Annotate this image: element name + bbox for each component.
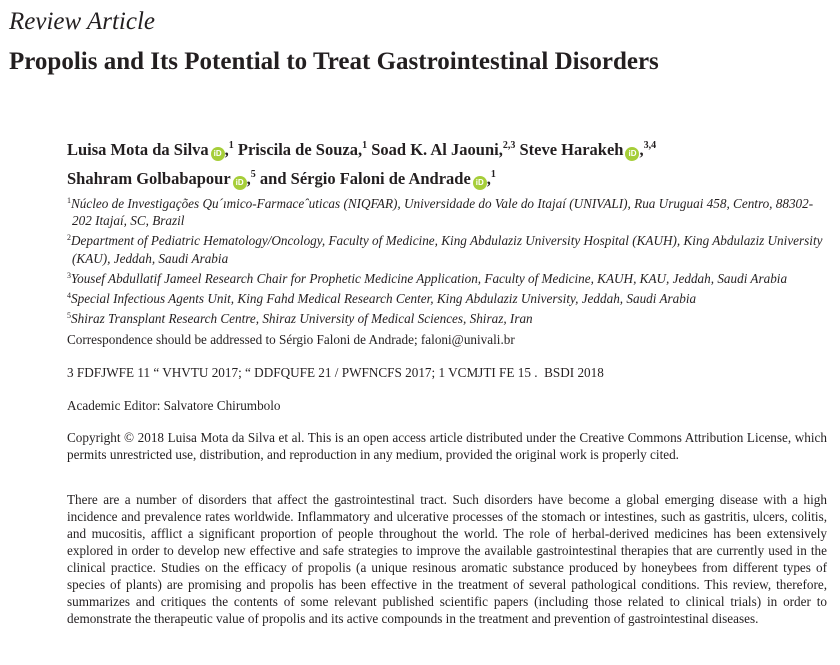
affiliation-text: Special Infectious Agents Unit, King Fahd Medical Research Center, King Abdulaziz University, Jeddah, Saudi Arabia [71,291,697,307]
author-name: Sérgio Faloni de Andrade iD ,$^1$ [290,169,496,188]
author-name-text: Luisa Mota da Silva [67,140,209,159]
author-name: Steve Harakeh iD ,$^{3,4}$ [519,140,657,159]
author-affiliation-sup: 1 [490,169,496,180]
author-name-text: Soad K. Al Jaouni, [371,140,503,159]
author-name: Luisa Mota da Silva iD ,$^1$ [67,140,234,159]
author-list: Luisa Mota da Silva iD ,$^1$ Priscila de Souza,$^1$ Soad K. Al Jaouni,$^{2,3}$ Steve Harakeh iD ,$^{3,4}$ Shahram Golbabapour iD ,$^5$ and Sérgio Faloni de Andrade iD ,$^1$ [67,140,657,188]
orcid-icon[interactable]: iD [625,147,639,161]
affiliation-text: Núcleo de Investigações Qu´ımico-Farmaceˆuticas (NIQFAR), Universidade do Vale do Itajaí (UNIVALI), Rua Uruguai 458, Centro, 88302-202 Itajaí, SC, Brazil [71,196,814,229]
affiliation-number: 1 [67,196,71,205]
orcid-icon[interactable]: iD [473,176,487,190]
author-affiliation-sup: 5 [250,169,256,180]
academic-editor-line: Academic Editor: Salvatore Chirumbolo [67,398,281,413]
received-dates-line: 3 FDFJWFE 11 “ VHVTU 2017; “ DDFQUFE 21 / PWFNCFS 2017; 1 VCMJTI FE 15 . BSDI 2018 [67,365,604,380]
affiliation-number: 3 [67,270,71,280]
affiliation-item [67,192,827,229]
author-name-text: Shahram Golbabapour [67,169,231,188]
affiliation-item [67,287,827,307]
copyright-notice: Copyright © 2018 Luisa Mota da Silva et al. This is an open access article distributed under the Creative Commons Attribution License, which permits unrestricted use, distribution, and reproduction in any medium, provided the original work is properly cited. [67,430,827,462]
author-name-text: Steve Harakeh [519,140,624,159]
article-title: Propolis and Its Potential to Treat Gastrointestinal Disorders [9,48,659,75]
orcid-icon[interactable]: iD [211,147,225,161]
affiliation-item [67,229,827,266]
author-name [371,140,515,159]
affiliation-item [67,267,827,287]
abstract-text: There are a number of disorders that affect the gastrointestinal tract. Such disorders have become a global emerging disease with a high incidence and prevalence rates worldwide. Inflammatory and ulcerative processes of the stomach or intestines, such as gastritis, ulcers, colitis, and mucositis, afflict a significant proportion of people throughout the world. The role of herbal-derived medicines has been extensively explored in order to develop new effective and safe strategies to improve the available gastrointestinal therapies that are currently used in the clinical practice. Studies on the efficacy of propolis (a unique resinous aromatic substance produced by honeybees from different types of species of plants) are promising and propolis has been effective in the treatment of several pathological conditions. This review, therefore, summarizes and critiques the contents of some relevant published scientific papers (including those related to clinical trials) in order to demonstrate the therapeutic value of propolis and its active compounds in the treatment and prevention of gastrointestinal diseases. [67,492,827,626]
affiliation-text: Shiraz Transplant Research Centre, Shiraz University of Medical Sciences, Shiraz, Iran [71,311,533,327]
author-name-text: Sérgio Faloni de Andrade [290,169,471,188]
author-name [238,140,367,159]
correspondence-line: Correspondence should be addressed to Sérgio Faloni de Andrade; faloni@univali.br [67,332,515,347]
affiliation-text: Department of Pediatric Hematology/Oncology, Faculty of Medicine, King Abdulaziz University Hospital (KAUH), King Abdulaziz University (KAU), Jeddah, Saudi Arabia [71,233,823,266]
affiliation-list [67,192,827,327]
author-name: Shahram Golbabapour iD ,$^5$ [67,169,256,188]
author-name-text: Priscila de Souza, [237,140,363,159]
affiliation-item [67,307,827,327]
affiliation-text: Yousef Abdullatif Jameel Research Chair for Prophetic Medicine Application, Faculty of Medicine, KAUH, KAU, Jeddah, Saudi Arabia [71,270,788,286]
author-affiliation-sup: 1 [362,140,368,151]
affiliation-number: 5 [67,311,71,321]
author-affiliation-sup: 3,4 [643,140,657,151]
author-affiliation-sup: 1 [228,140,234,151]
article-type: Review Article [9,8,156,35]
affiliation-number: 4 [67,291,71,301]
affiliation-number: 2 [67,233,71,243]
author-affiliation-sup: 2,3 [502,140,516,151]
orcid-icon[interactable]: iD [233,176,247,190]
